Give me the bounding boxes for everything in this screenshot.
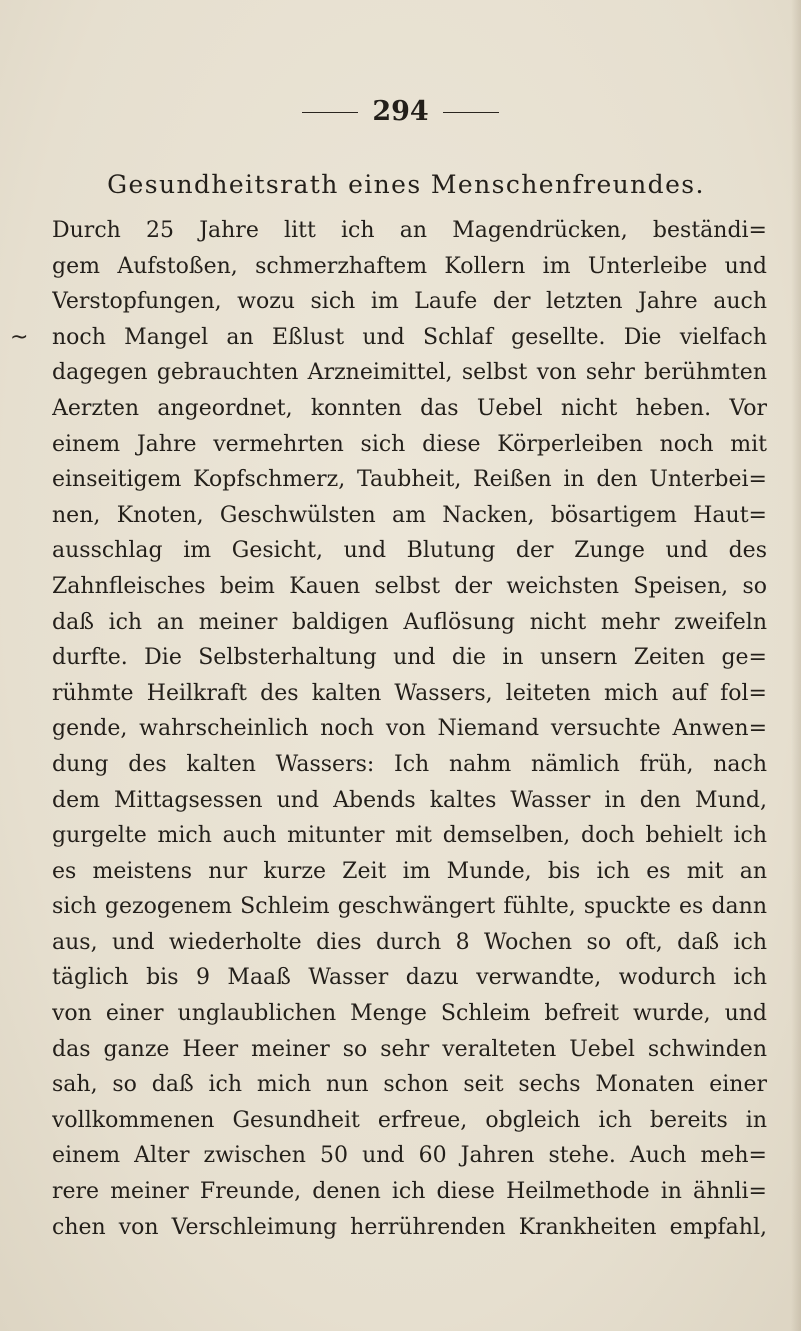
header-rule-left: [302, 112, 358, 113]
margin-mark: ~: [10, 325, 29, 350]
text-line: einem Alter zwischen 50 und 60 Jahren stehe. Auch meh=: [52, 1143, 767, 1169]
text-line: von einer unglaublichen Menge Schleim befreit wurde, und: [52, 1001, 767, 1027]
text-line: gurgelte mich auch mitunter mit demselben, doch behielt ich: [52, 823, 767, 849]
page-edge-shadow: [791, 0, 801, 1331]
text-line: gende, wahrscheinlich noch von Niemand versuchte Anwen=: [52, 716, 767, 742]
text-line: noch Mangel an Eßlust und Schlaf gesellte. Die vielfach: [52, 324, 767, 350]
text-line: einseitigem Kopfschmerz, Taubheit, Reißen in den Unterbei=: [52, 467, 767, 493]
text-line: nen, Knoten, Geschwülsten am Nacken, bösartigem Haut=: [52, 502, 767, 528]
text-line: es meistens nur kurze Zeit im Munde, bis ich es mit an: [52, 858, 767, 884]
text-line: sich gezogenem Schleim geschwängert fühlte, spuckte es dann: [52, 894, 767, 920]
text-line: Aerzten angeordnet, konnten das Uebel nicht heben. Vor: [52, 395, 767, 421]
section-title: Gesundheitsrath eines Menschenfreundes.: [107, 170, 705, 199]
text-line: durfte. Die Selbsterhaltung und die in unsern Zeiten ge=: [52, 645, 767, 671]
text-line: dung des kalten Wassers: Ich nahm nämlich früh, nach: [52, 751, 767, 777]
text-line: dagegen gebrauchten Arzneimittel, selbst von sehr berühmten: [52, 360, 767, 386]
text-line: Zahnfleisches beim Kauen selbst der weichsten Speisen, so: [52, 573, 767, 599]
text-line: sah, so daß ich mich nun schon seit sechs Monaten einer: [52, 1072, 767, 1098]
text-line: täglich bis 9 Maaß Wasser dazu verwandte, wodurch ich: [52, 965, 767, 991]
text-line: Durch 25 Jahre litt ich an Magendrücken, beständi=: [52, 218, 767, 243]
text-line: ausschlag im Gesicht, und Blutung der Zunge und des: [52, 538, 767, 564]
text-line: einem Jahre vermehrten sich diese Körperleiben noch mit: [52, 431, 767, 457]
text-line: rühmte Heilkraft des kalten Wassers, leiteten mich auf fol=: [52, 680, 767, 706]
text-line: vollkommenen Gesundheit erfreue, obgleich ich bereits in: [52, 1107, 767, 1133]
text-line: daß ich an meiner baldigen Auflösung nicht mehr zweifeln: [52, 609, 767, 635]
text-line: das ganze Heer meiner so sehr veralteten Uebel schwinden: [52, 1036, 767, 1062]
text-line: chen von Verschleimung herrührenden Krankheiten empfahl,: [52, 1214, 767, 1240]
header-rule-right: [443, 112, 499, 113]
text-line: gem Aufstoßen, schmerzhaftem Kollern im Unterleibe und: [52, 253, 767, 279]
text-line: Verstopfungen, wozu sich im Laufe der letzten Jahre auch: [52, 289, 767, 315]
text-line: rere meiner Freunde, denen ich diese Heilmethode in ähnli=: [52, 1179, 767, 1205]
text-line: dem Mittagsessen und Abends kaltes Wasser in den Mund,: [52, 787, 767, 813]
page-number: 294: [372, 96, 429, 127]
page-header: [0, 96, 801, 127]
text-line: aus, und wiederholte dies durch 8 Wochen so oft, daß ich: [52, 929, 767, 955]
body-text: [52, 213, 767, 1245]
